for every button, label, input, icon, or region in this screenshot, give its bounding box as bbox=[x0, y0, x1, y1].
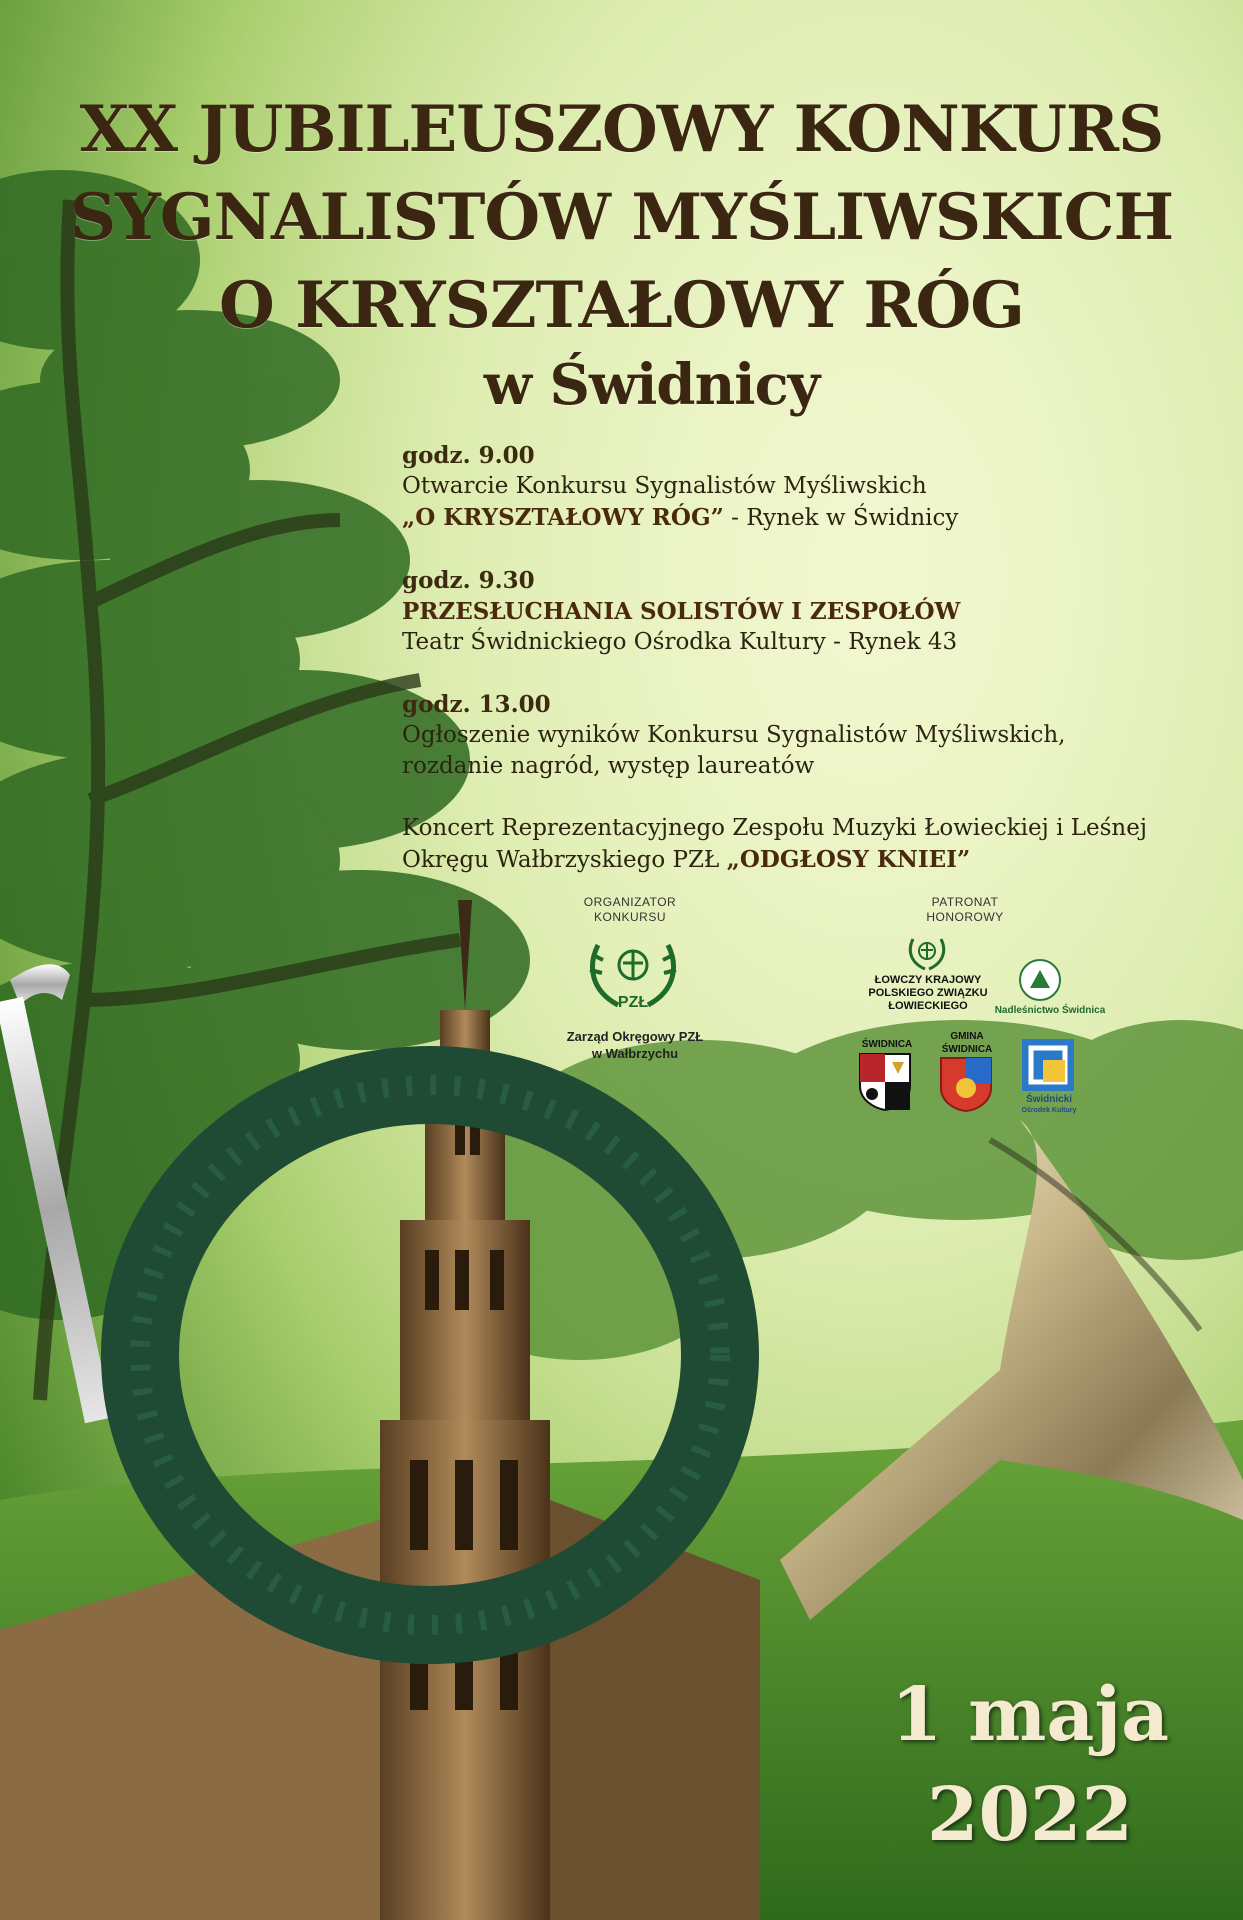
osrodek-kultury-logo-icon bbox=[1021, 1038, 1075, 1092]
concert-line-2 bbox=[402, 844, 1162, 876]
title-line-1: XX JUBILEUSZOWY KONKURS bbox=[79, 92, 1164, 167]
program-description: Otwarcie Konkursu Sygnalistów Myśliwskich bbox=[402, 473, 927, 499]
program-item bbox=[402, 689, 1162, 782]
nadlesnictwo-name: Nadleśnictwo Świdnica bbox=[994, 1005, 1106, 1016]
event-date-day: 1 maja bbox=[890, 1672, 1170, 1758]
organizer-name: Zarząd Okręgowy PZŁ w Wałbrzychu bbox=[566, 1029, 704, 1061]
lowczy-emblem-icon bbox=[905, 935, 949, 973]
organizer-label: ORGANIZATOR KONKURSU bbox=[583, 895, 677, 924]
concert-line-1: Koncert Reprezentacyjnego Zespołu Muzyki Łowieckiej i Leśnej bbox=[402, 815, 1147, 841]
gmina-label: GMINA ŚWIDNICA bbox=[941, 1031, 993, 1055]
title-line-2: SYGNALISTÓW MYŚLIWSKICH bbox=[69, 180, 1174, 255]
program-description: rozdanie nagród, występ laureatów bbox=[402, 753, 815, 779]
program-time: godz. 9.30 bbox=[402, 567, 535, 594]
program-schedule bbox=[402, 440, 1162, 907]
pzl-logo-text: PZŁ bbox=[617, 994, 649, 1011]
title-line-4: w Świdnicy bbox=[483, 352, 820, 418]
program-description bbox=[402, 502, 1162, 534]
program-location: - Rynek w Świdnicy bbox=[723, 505, 959, 531]
program-highlight: „O KRYSZTAŁOWY RÓG” bbox=[402, 504, 724, 531]
osrodek-kultury-name: Świdnicki Ośrodek Kultury bbox=[1021, 1094, 1077, 1114]
program-item bbox=[402, 440, 1162, 534]
program-description: Ogłoszenie wyników Konkursu Sygnalistów Myśliwskich, bbox=[402, 722, 1066, 748]
program-time: godz. 9.00 bbox=[402, 442, 535, 469]
patronage-label: PATRONAT HONOROWY bbox=[926, 895, 1004, 924]
gmina-coat-of-arms-icon bbox=[939, 1056, 993, 1112]
program-time: godz. 13.00 bbox=[402, 691, 551, 718]
swidnica-label: ŚWIDNICA bbox=[861, 1039, 913, 1050]
event-date-year: 2022 bbox=[927, 1772, 1133, 1858]
concert-ensemble-name: „ODGŁOSY KNIEI” bbox=[726, 846, 971, 873]
nadlesnictwo-logo-icon bbox=[1018, 958, 1062, 1002]
program-item bbox=[402, 565, 1162, 658]
concert-info bbox=[402, 813, 1162, 876]
swidnica-coat-of-arms-icon bbox=[858, 1052, 912, 1112]
program-location: Teatr Świdnickiego Ośrodka Kultury - Rynek 43 bbox=[402, 629, 958, 655]
pzl-logo-icon bbox=[578, 935, 688, 1025]
title-line-3: O KRYSZTAŁOWY RÓG bbox=[219, 268, 1024, 343]
lowczy-krajowy-text: ŁOWCZY KRAJOWY POLSKIEGO ZWIĄZKU ŁOWIECKIEGO bbox=[868, 974, 988, 1012]
concert-organizer: Okręgu Wałbrzyskiego PZŁ bbox=[402, 847, 727, 873]
program-highlight: PRZESŁUCHANIA SOLISTÓW I ZESPOŁÓW bbox=[402, 598, 961, 625]
